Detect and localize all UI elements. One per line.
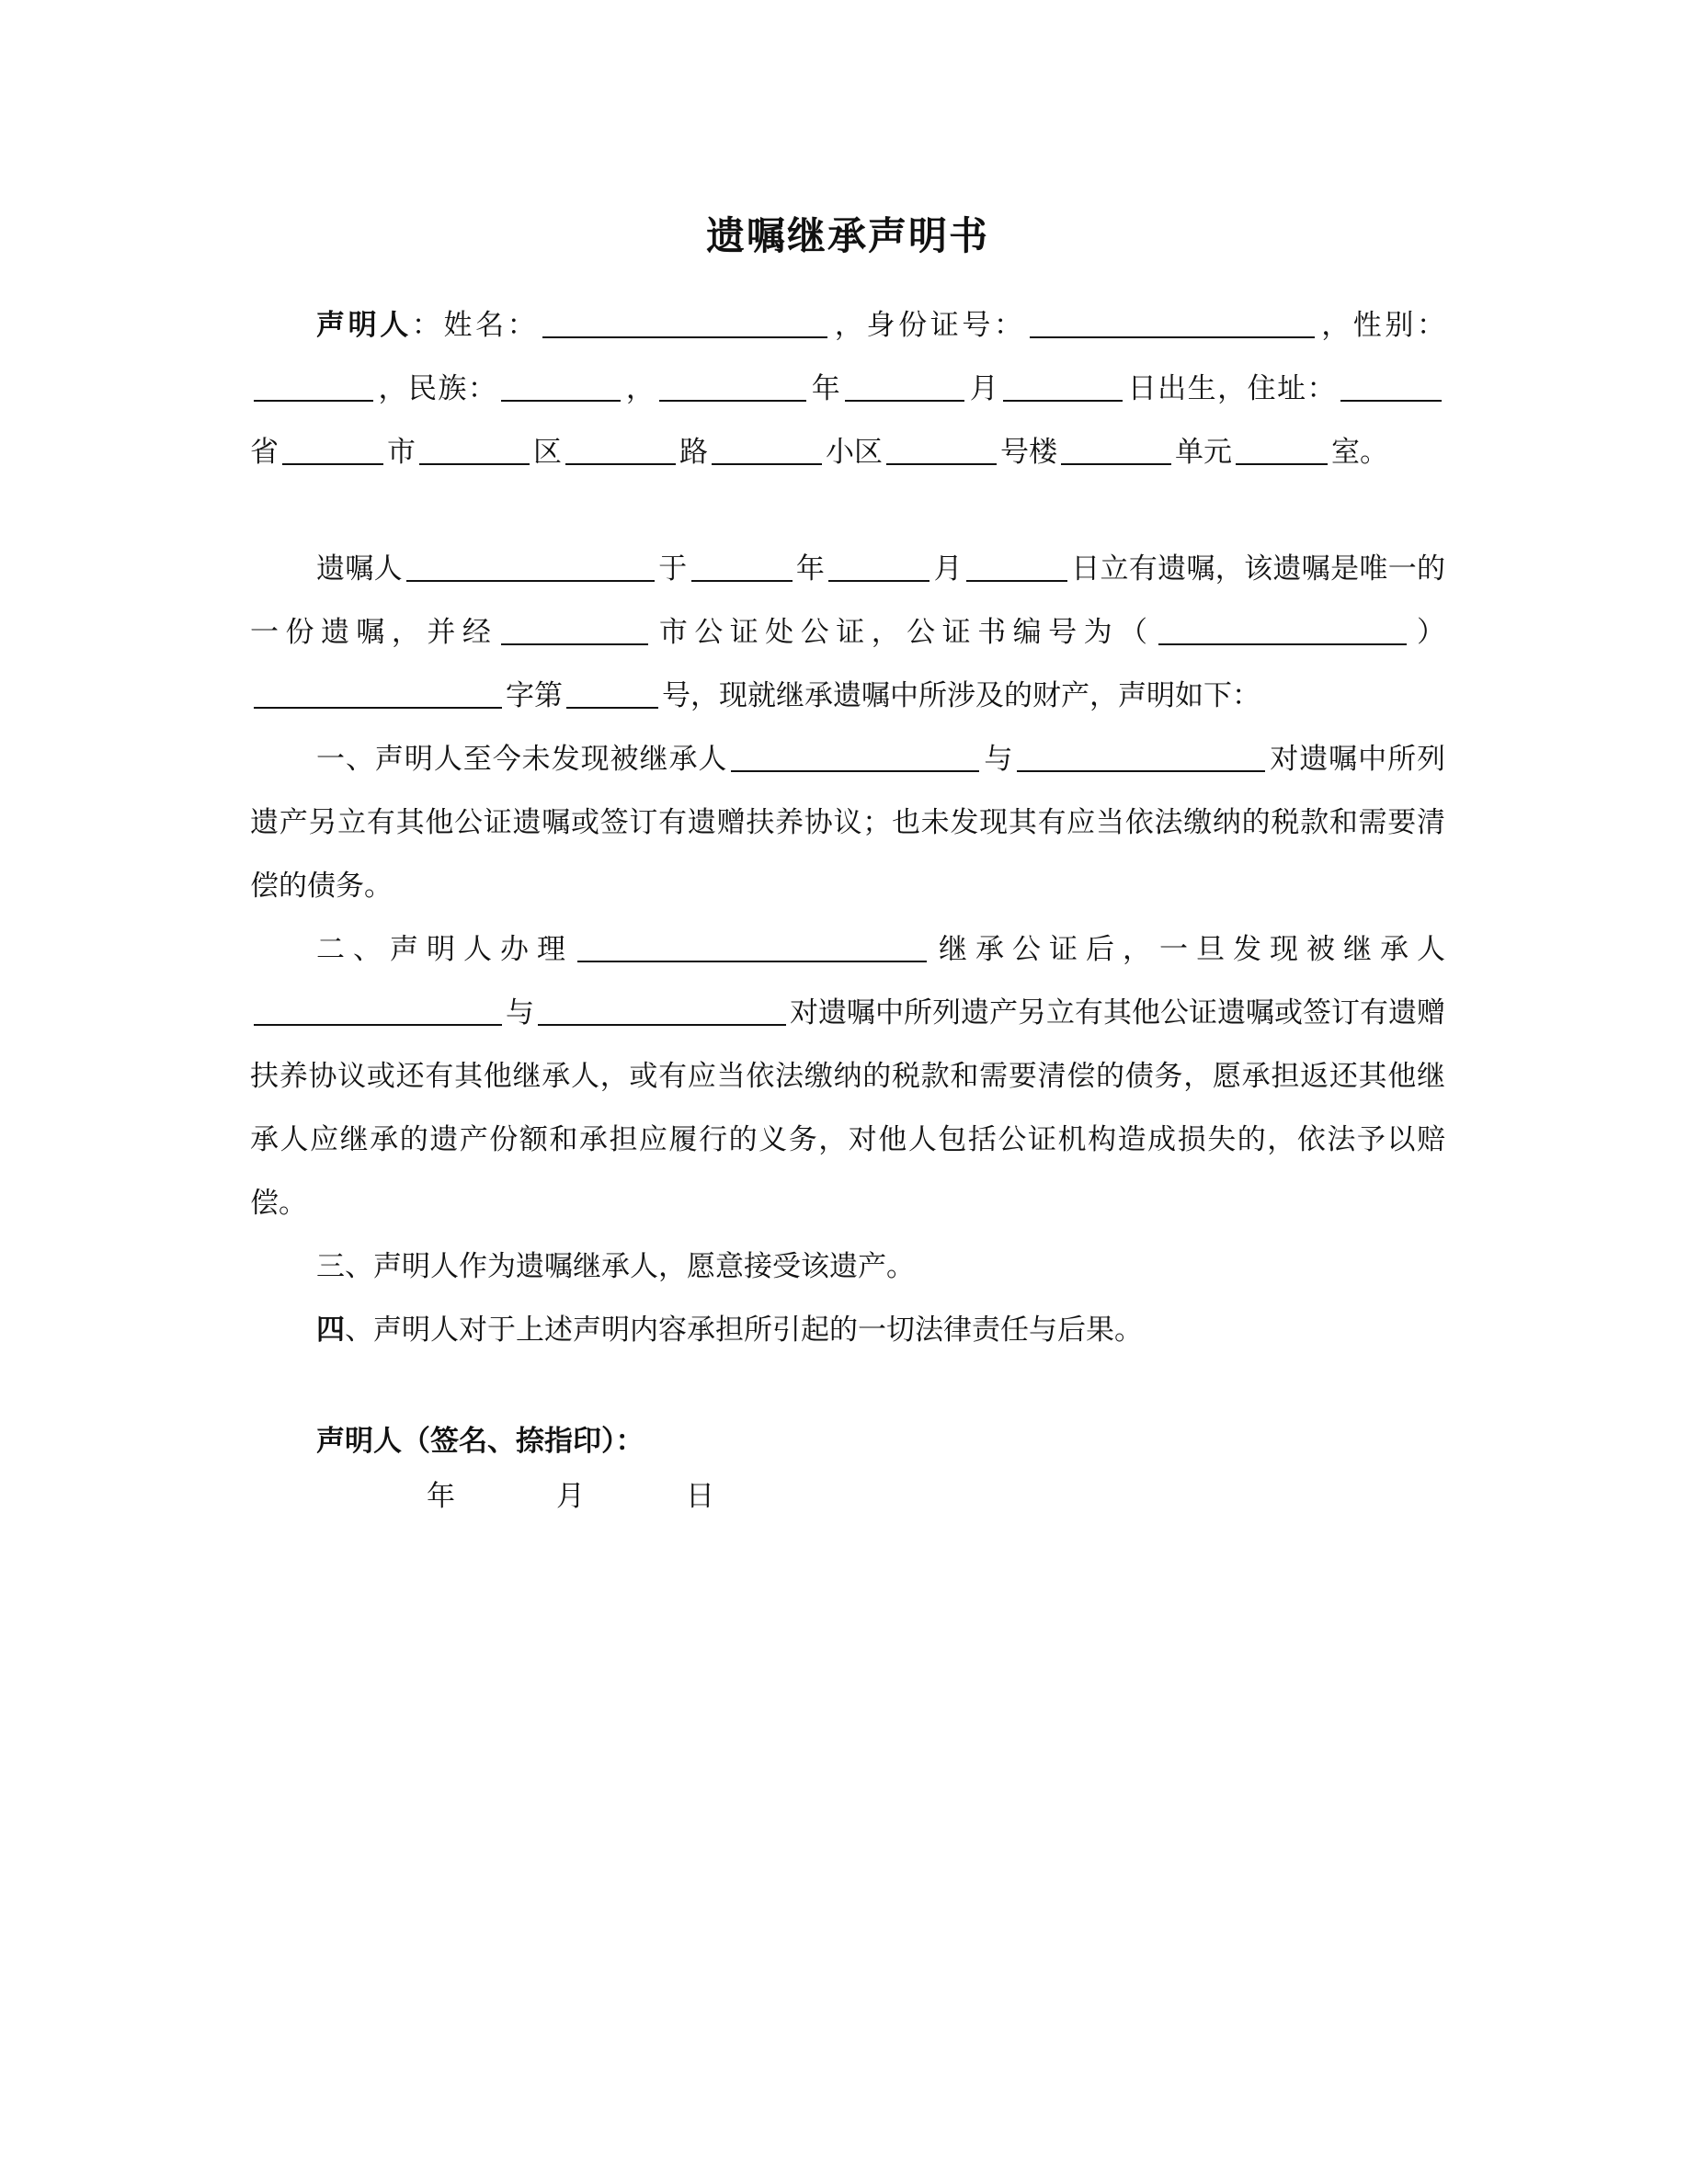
- birth-month-blank[interactable]: [845, 372, 964, 402]
- zi-label: 字第: [506, 679, 563, 712]
- ethnic-label: ，民族：: [377, 372, 498, 405]
- document-title: 遗嘱继承声明书: [705, 213, 989, 258]
- signature-date: [427, 1469, 1445, 1524]
- province-label: 省: [250, 436, 279, 469]
- comma-sep: ，: [624, 372, 656, 405]
- sign-year-label: 年: [427, 1480, 455, 1513]
- ethnic-blank[interactable]: [501, 372, 621, 402]
- sign-day-label: 日: [686, 1480, 714, 1513]
- building-blank[interactable]: [886, 436, 997, 465]
- will-day-blank[interactable]: [966, 552, 1067, 582]
- testator-label: 遗嘱人: [316, 552, 403, 586]
- community-label: 小区: [826, 436, 883, 469]
- item-1: [250, 728, 1445, 918]
- name-blank[interactable]: [542, 309, 827, 338]
- will-month-blank[interactable]: [828, 552, 930, 582]
- item2-decedent-blank-1[interactable]: [254, 996, 502, 1026]
- will-year-label: 年: [795, 552, 826, 586]
- building-label: 号楼: [1000, 436, 1057, 469]
- certificate-number-blank[interactable]: [566, 679, 658, 709]
- unit-blank[interactable]: [1061, 436, 1171, 465]
- item2-post: 对遗嘱中所列遗产另立有其他公证遗嘱或签订有遗赠扶养协议或还有其他继承人，或有应当依法缴纳的税款和需要清偿的债务，愿承担返还其他继承人应继承的遗产份额和承担应履行的义务，对他人包括公证机构造成损失的，依法予以赔偿。: [250, 996, 1445, 1220]
- notarized-text: 市公证处公证，公证书编号为（: [652, 616, 1155, 649]
- close-paren: ）: [1409, 616, 1446, 649]
- item2-handling-blank[interactable]: [577, 933, 927, 962]
- certificate-word-blank[interactable]: [254, 679, 502, 709]
- will-paragraph: [250, 538, 1445, 728]
- unit-label: 单元: [1175, 436, 1232, 469]
- item4-text: 、声明人对于上述声明内容承担所引起的一切法律责任与后果。: [345, 1314, 1143, 1347]
- month-label: 月: [968, 372, 1000, 405]
- will-month-label: 月: [933, 552, 963, 586]
- hao-text: 号，现就继承遗嘱中所涉及的财产，声明如下：: [662, 679, 1260, 712]
- item-4: [250, 1299, 1445, 1362]
- born-label: 日出生，住址：: [1126, 372, 1338, 405]
- gender-blank[interactable]: [254, 372, 373, 402]
- spacer: [250, 484, 1445, 538]
- testator-blank[interactable]: [406, 552, 655, 582]
- birth-year-blank[interactable]: [659, 372, 806, 402]
- signature-label[interactable]: 声明人（签名、捺指印）：: [316, 1425, 644, 1458]
- item-3: 三、声明人作为遗嘱继承人，愿意接受该遗产。: [316, 1250, 915, 1283]
- on-label: 于: [657, 552, 688, 586]
- province-blank[interactable]: [1340, 372, 1442, 402]
- notary-city-blank[interactable]: [501, 616, 648, 645]
- item-2: [250, 918, 1445, 1235]
- gender-label: ，性别：: [1317, 309, 1446, 342]
- district-label: 区: [533, 436, 562, 469]
- id-label: ，身份证号：: [831, 309, 1026, 342]
- road-blank[interactable]: [565, 436, 676, 465]
- item1-decedent-blank-1[interactable]: [731, 743, 979, 772]
- item2-decedent-blank-2[interactable]: [538, 996, 786, 1026]
- sign-month-label: 月: [556, 1480, 585, 1513]
- item1-and: 与: [983, 743, 1014, 776]
- item1-decedent-blank-2[interactable]: [1017, 743, 1265, 772]
- will-year-blank[interactable]: [691, 552, 793, 582]
- name-label: ：姓名：: [411, 309, 540, 342]
- document-page: [250, 184, 1445, 1524]
- district-blank[interactable]: [419, 436, 530, 465]
- signature-block: [250, 1414, 1445, 1524]
- declarant-label: 声明人: [316, 309, 412, 342]
- item4-num: 四: [316, 1314, 345, 1347]
- item1-pre: 一、声明人至今未发现被继承人: [316, 743, 728, 776]
- item2-mid: 继承公证后，一旦发现被继承人: [930, 933, 1445, 966]
- room-label: 室。: [1331, 436, 1388, 469]
- declarant-paragraph: [250, 294, 1445, 484]
- road-label: 路: [679, 436, 708, 469]
- item2-and: 与: [506, 996, 534, 1029]
- certificate-prefix-blank[interactable]: [1158, 616, 1407, 645]
- city-blank[interactable]: [282, 436, 383, 465]
- id-number-blank[interactable]: [1030, 309, 1315, 338]
- city-label: 市: [387, 436, 416, 469]
- item2-pre: 二、声明人办理: [316, 933, 574, 966]
- will-made-text: 日立有遗嘱，该遗嘱是唯一的一份遗嘱，并经: [250, 552, 1446, 649]
- item1-post: 对遗嘱中所列遗产另立有其他公证遗嘱或签订有遗赠扶养协议；也未发现其有应当依法缴纳的税款和需要清偿的债务。: [250, 743, 1446, 903]
- room-blank[interactable]: [1236, 436, 1328, 465]
- birth-day-blank[interactable]: [1003, 372, 1123, 402]
- year-label: 年: [810, 372, 842, 405]
- community-blank[interactable]: [712, 436, 822, 465]
